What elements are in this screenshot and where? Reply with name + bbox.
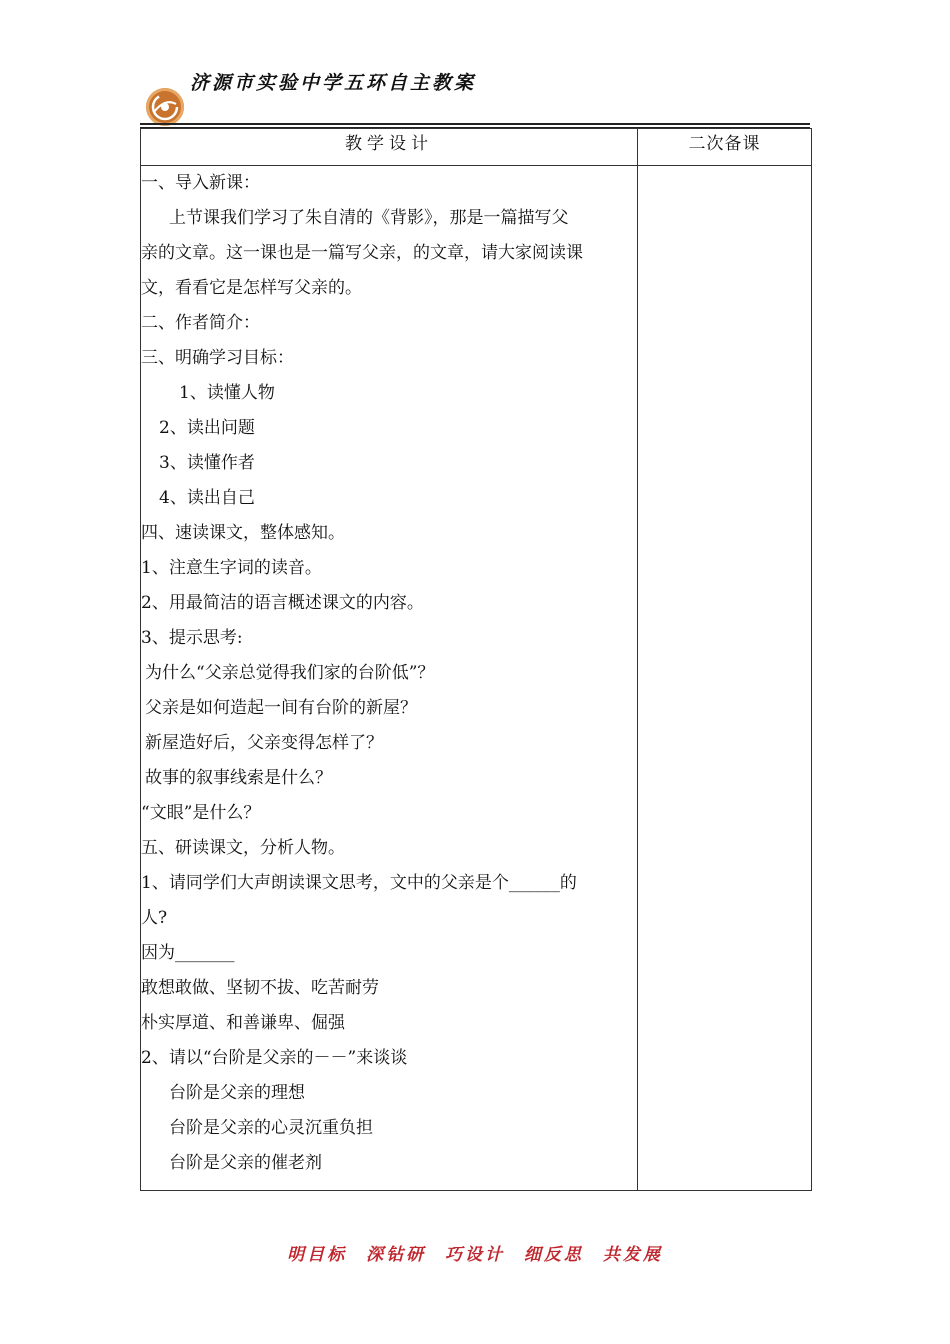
content-line: 台阶是父亲的催老剂 [169, 1153, 322, 1173]
content-line: 故事的叙事线索是什么？ [145, 768, 332, 788]
content-line: 一、导入新课： [141, 173, 260, 193]
content-line: 朴实厚道、和善谦卑、倔强 [141, 1013, 345, 1033]
page-header [140, 60, 810, 130]
content-line: 人? [141, 908, 168, 928]
second-preparation-cell [638, 166, 812, 1191]
content-line: 2、读出问题 [159, 418, 255, 438]
content-line: 1、注意生字词的读音。 [141, 558, 322, 578]
content-line: 3、读懂作者 [159, 453, 255, 473]
lesson-content [141, 166, 637, 1181]
content-line: 3、提示思考: [141, 628, 243, 648]
content-line: 4、读出自己 [159, 488, 255, 508]
content-line: 为什么“父亲总觉得我们家的台阶低”？ [145, 663, 435, 683]
content-line: 文，看看它是怎样写父亲的。 [141, 278, 362, 298]
content-line: 2、用最简洁的语言概述课文的内容。 [141, 593, 424, 613]
second-preparation-header: 二次备课 [638, 129, 812, 166]
content-line: 四、速读课文，整体感知。 [141, 523, 345, 543]
content-line: 台阶是父亲的理想 [169, 1083, 305, 1103]
footer-motto: 明目标 深钻研 巧设计 细反思 共发展 [287, 1245, 663, 1265]
content-line: 新屋造好后，父亲变得怎样了？ [145, 733, 383, 753]
content-line: 三、明确学习目标： [141, 348, 294, 368]
content-line: 因为_______ [141, 943, 235, 963]
logo-swirl-icon [146, 88, 184, 126]
teaching-design-header: 教学设计 [141, 129, 638, 166]
content-line: 二、作者简介： [141, 313, 260, 333]
content-line: 1、请同学们大声朗读课文思考，文中的父亲是个______的 [141, 873, 577, 893]
school-title: 济源市实验中学五环自主教案 [190, 72, 477, 94]
content-line: 1、读懂人物 [179, 383, 275, 403]
table-body-row [141, 166, 812, 1191]
content-line: 2、请以“台阶是父亲的－－”来谈谈 [141, 1048, 408, 1068]
content-line: 父亲是如何造起一间有台阶的新屋？ [145, 698, 417, 718]
content-line: 敢想敢做、坚韧不拔、吃苦耐劳 [141, 978, 379, 998]
content-line: 上节课我们学习了朱自清的《背影》，那是一篇描写父 [169, 208, 569, 228]
content-line: 台阶是父亲的心灵沉重负担 [169, 1118, 373, 1138]
teaching-design-cell [141, 166, 638, 1191]
school-logo-icon [146, 88, 184, 126]
table-header-row [141, 129, 812, 166]
content-line: “文眼”是什么？ [141, 803, 261, 823]
content-line: 五、研读课文，分析人物。 [141, 838, 345, 858]
header-rule-thick [140, 123, 810, 125]
content-line: 亲的文章。这一课也是一篇写父亲，的文章，请大家阅读课 [141, 243, 583, 263]
lesson-plan-table [140, 128, 812, 1191]
